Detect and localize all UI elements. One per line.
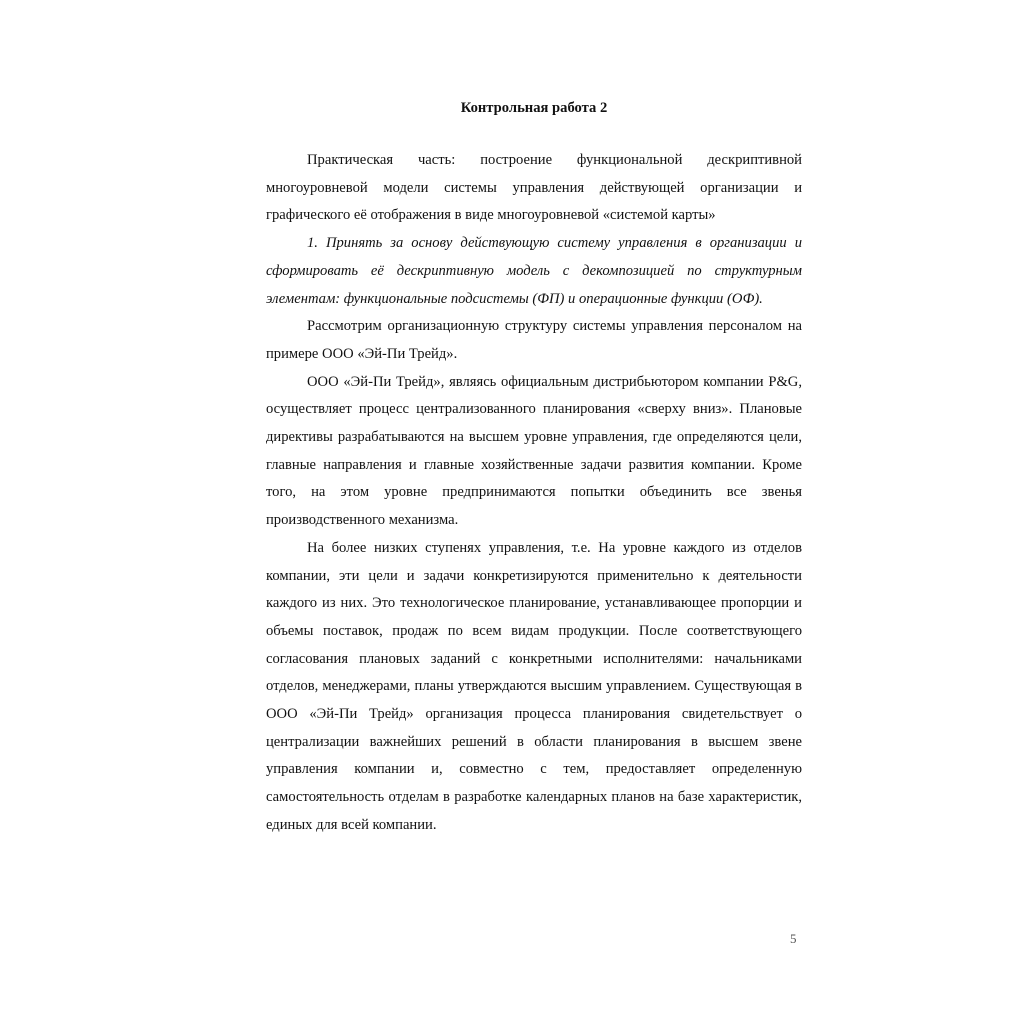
page-content [266,96,802,840]
paragraph-planning: На более низких ступенях управления, т.е. На уровне каждого из отделов компании, эти цели и задачи конкретизируются применительно к деятельности каждого из них. Это технологическое планирование, устанавливающее пропорции и объемы поставок, продаж по всем видам продукции. После соответствующего согласования плановых заданий с конкретными исполнителями: начальниками отделов, менеджерами, планы утверждаются высшим управлением. Существующая в ООО «Эй-Пи Трейд» организация процесса планирования свидетельствует о централизации важнейших решений в области планирования в высшем звене управления компании и, совместно с тем, предоставляет определенную самостоятельность отделам в разработке календарных планов на базе характеристик, единых для всей компании. [266,539,802,833]
paragraph-company: ООО «Эй-Пи Трейд», являясь официальным дистрибьютором компании P&G, осуществляет процесс централизованного планирования «сверху вниз». Плановые директивы разрабатываются на высшем уровне управления, где определяются цели, главные направления и главные хозяйственные задачи развития компании. Кроме того, на этом уровне предпринимаются попытки объединить все звенья производственного механизма. [266,373,802,529]
document-title: Контрольная работа 2 [460,100,608,116]
paragraph-task: 1. Принять за основу действующую систему управления в организации и сформировать её дескриптивную модель с декомпозицией по структурным элементам: функциональные подсистемы (ФП) и операционные функции (ОФ). [266,235,802,307]
paragraph-intro: Практическая часть: построение функциональной дескриптивной многоуровневой модели системы управления действующей организации и графического её отображения в виде многоуровневой «системой карты» [266,152,802,224]
paragraph-structure: Рассмотрим организационную структуру системы управления персоналом на примере ООО «Эй-Пи Трейд». [266,318,802,362]
page-number: 5 [790,931,797,946]
